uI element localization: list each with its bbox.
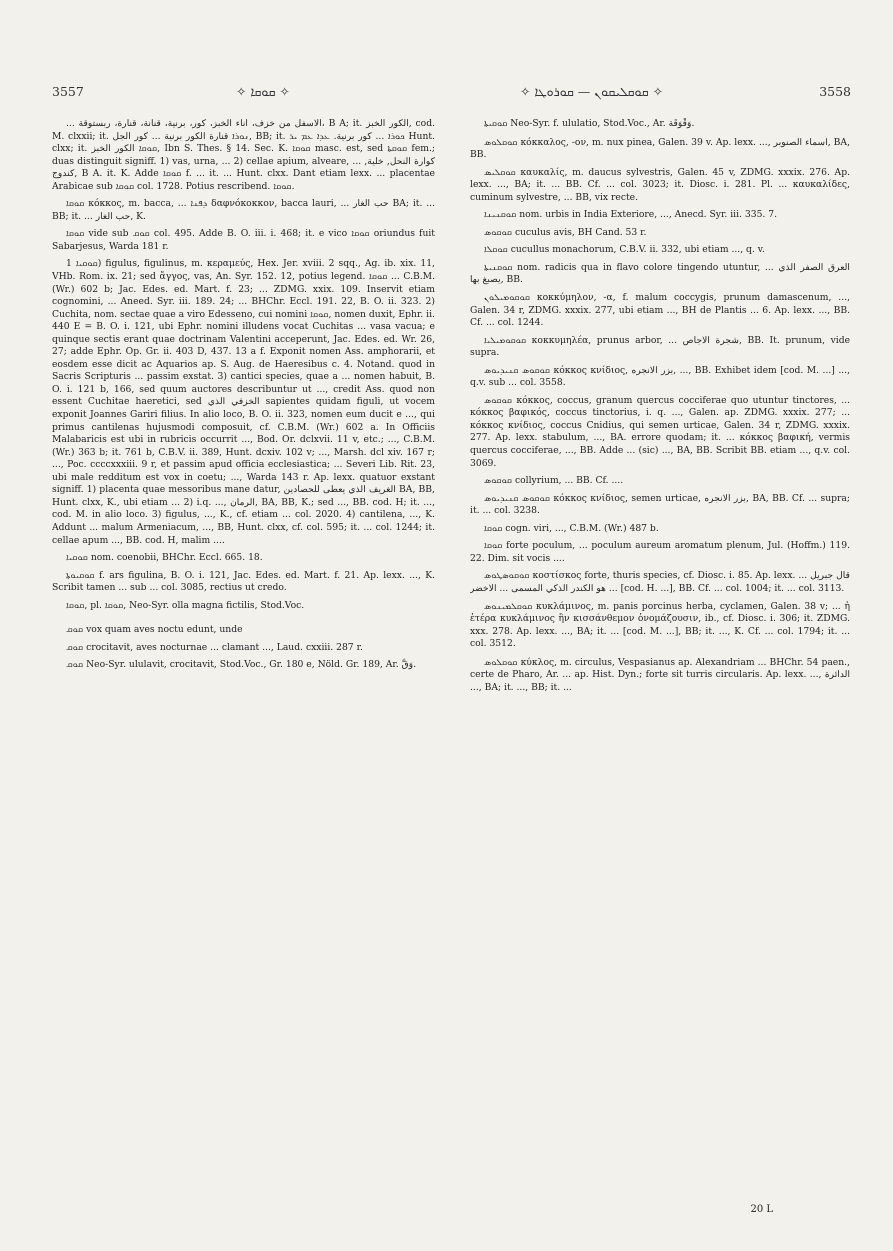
entry: ܩܘܩܝܬܐ Neo-Syr. f. ululatio, Stod.Voc., Ar. وَقْوَقَة.	[484, 118, 695, 129]
running-head-left: ✧ ܩܘܩܐ ✧	[236, 84, 290, 99]
entry: ܩܘܩܝܘܬܐ f. ars figulina, B. O. i. 121, Jac. Edes. ed. Mart. f. 21. Ap. lexx. ..., K. Scribit tamen ... sub ... col. 3085, rectius ut credo.	[52, 569, 435, 594]
entry: ܩܘܩܐ κόκκος, m. bacca, ... ܕܦܢܐ δαφνόκοκκον, bacca lauri, ... حب الغار BA; it. ... BB; it. ... حب الغار, K.	[52, 198, 435, 222]
entry: ܩܘܩܘܡܝܠܝܐ κοκκυμηλέα, prunus arbor, ... شجرة الاجاص, BB. It. prunum, vide supra.	[470, 334, 850, 359]
entry: ܩܘܩܠܡܝܢܘܣ κυκλάμινος, m. panis porcinus herba, cyclamen, Galen. 38 v; ... ἡ ἑτέρα κυκλάμινος ἣν κισσάνθεμον ὀνομάζουσιν, ib., cf. Diosc. i. 306; it. ZDMG. xxx. 278. Ap. lexx. ..., BA; it. ... [cod. M. ...], BB; it. ..., K. Cf. ... col. 1794; it. ... col. 3512.	[470, 600, 850, 650]
entry: ܩܘܩܠܐ cucullus monachorum, C.B.V. ii. 332, ubi etiam ..., q. v.	[484, 244, 765, 256]
entry: ܩܘܩܐ cogn. viri, ..., C.B.M. (Wr.) 487 b.	[484, 522, 659, 534]
entry: ܩܘܩܝܐ nom. coenobii, BHChr. Eccl. 665. 18.	[66, 552, 263, 564]
entry: ܩܘܩܢܝܬܐ nom. radicis qua in flavo colore tingendo utuntur, ... العرق الصفر الذي يصبغ بها, BB.	[470, 261, 850, 286]
left-column	[52, 118, 435, 1191]
entry: ܩܘܩܘܣ cuculus avis, BH Cand. 53 r.	[484, 226, 647, 238]
page-number-right: 3558	[819, 84, 851, 99]
entry: ܩܘܩ vox quam aves noctu edunt, unde	[66, 624, 243, 636]
entry: ܩܘܩܠܘܣ κύκλος, m. circulus, Vespasianus ap. Alexandriam ... BHChr. 54 paen., certe de Pharo, Ar. ... ap. Hist. Dyn.; forte sit turris circularis. Ap. lexx. ..., الدائرة ..., BA; it. ..., BB; it. ...	[470, 656, 850, 693]
entry: ܩܘܩܘܣ ܩܢܝܕܝܘܣ κόκκος κνίδιος, بزر الانجره, ..., BB. Exhibet idem [cod. M. ...] ..., q.v. sub ... col. 3558.	[470, 364, 850, 389]
entry: ܩܘܩܘܣ collyrium, ... BB. Cf. ....	[484, 475, 624, 487]
running-head-right: ✧ ܩܘܩܠܝܩܘܢ — ܩܘܪܘܛܐ ✧	[520, 84, 664, 99]
entry: ... الاسفل من خزف، اناء الخبز، كور، برنية، قنانة، قنارة، ربستوقة، B A; it. الكور الخبز, cod. M. clxxii; it. ܢܘܪܐ قنارة الكور برنية ... كور الجل, BB; it. ܟܘܪܐ ... كور برنية. ܥܕܐ ܥܡ ܝܪ Hunt. clxx; it. ܩܘܩܐ الكور الخبز, Ibn S. Thes. § 14. Sec. K. ܩܘܩܐ masc. est, sed ܩܘܩܬܐ fem.; duas distinguit signiff. 1) vas, urna, ... 2) cellae apium, alveare, ... كوارة النحل, خلية, كندوج, B A. it. K. Adde ܩܘܩܐ f. ... it. ... Hunt. clxx. Dant etiam lexx. ... placentae Arabicae sub ܩܘܩܐ col. 1728. Potius rescribend. ܩܘܩܐ.	[52, 118, 435, 192]
entry: ܩܘܩܢܝܢܐ nom. urbis in India Exteriore, ..., Anecd. Syr. iii. 335. 7.	[484, 209, 778, 221]
signature-mark: 20 L	[750, 1204, 773, 1215]
entry: ܩܘܩܘܣ κόκκος, coccus, granum quercus cocciferae quo utuntur tinctores, ... κόκκος βαφικός, coccus tinctorius, i. q. ..., Galen. ap. ZDMG. xxxix. 277; ... κόκκος κνίδιος, coccus Cnidius, qui semen urticae, Galen. 34 r, ZDMG. xxxix. 277. Ap. lexx. stabulum, ..., BA. errore quodam; it. ... κόκκος βαφική, vermis quercus cocciferae, ..., BB. Adde ... (sic) ..., BA, BB. Scribit BB. etiam ..., q.v. col. 3069.	[470, 394, 850, 469]
entry: ܩܘܩܝܐ 1) figulus, figulinus, m. κεραμεύς, Hex. Jer. xviii. 2 sqq., Ag. ib. xix. 11, VHb. Rom. ix. 21; sed ἄγγος, vas, An. Syr. 152. 12, potius legend. ܩܘܩܐ ... C.B.M. (Wr.) 602 b; Jac. Edes. ed. Mart. f. 23; ... ZDMG. xxix. 109. Inservit etiam cognomini, ... Aneed. Syr. iii. 189. 24; ... BHChr. Eccl. 191. 22, B. O. ii. 323. 2) Cuchita, nom. sectae quae a viro Edesseno, cui nomini ܩܘܩܐ, nomen duxit, Ephr. ii. 440 E = B. O. i. 121, ubi Ephr. nomini illudens vocat Cuchitas ... vasa vacua; e quinque sectis erant quae doctrinam Valentini acceperunt, Jac. Edes. ed. Wr. 26, 27; adde Ephr. Op. Gr. ii. 403 D, 437. 13 a f. Exponit nomen Ass. amphorarii, et eosdem esse dicit ac Aquarios ap. S. Aug. de Haeresibus c. 4. Notand. quod in Sacris Scripturis ... passim exstat. 3) cantici species, quae a ... nomen habuit, B. O. i. 121 b, 166, sed quum auctores describuntur ut ..., credit Ass. quod non essent Cuchitae haeretici, sed الخزفي الذي sapientes quidam figuli, ut vocem exponit Joannes Gariri filius. In alio loco, B. O. ii. 323, nomen eum ducit e ..., qui primus cantilenas hujusmodi composuit, cf. C.B.M. (Wr.) 602 a. In Officiis Malabaricis est ubi in rubricis occurrit ..., Bod. Or. dclxvii. 11 v, etc.; ..., C.B.M. (Wr.) 363 b; it. 761 b, C.B.V. ii. 389, Hunt. dcxiv. 102 v; ..., Marsh. dcl xiv. 167 r; ..., Poc. ccccxxxiii. 9 r, et passim apud officia ecclesiastica; ... Severi Lib. Rit. 23, ubi male redditum est vox in coetu; ..., Warda 143 r. Ap. lexx. quatuor exstant signiff. 1) placenta quae messoribus mane datur, الغريف الذي يعطى للحصادين BA, BB, Hunt. clxx, K., ubi etiam ... 2) i.q. ..., الرمان, BA, BB, K.; sed ..., BB. cod. H; it. ..., cod. M. in alio loco. 3) figulus, ..., K., cf. etiam ... col. 2020. 4) cantilena, ..., K. Addunt ... malum Armeniacum, ..., BB, Hunt. clxx, cf. col. 595; it. ... col. 1244; it. cellae apum ..., BB. cod. H, malim ....	[52, 258, 435, 546]
entry: ܩܘܩܠܘܣ κόκκαλος, -ον, m. nux pinea, Galen. 39 v. Ap. lexx. ..., اسماء الصنوبر, BA, BB.	[470, 136, 850, 161]
right-column	[470, 118, 850, 1191]
entry: ܩܘܩܘܣܛܘܣ κοστίσκος forte, thuris species, cf. Diosc. i. 85. Ap. lexx. ... قال جبريل هو الكندر الذكي المسمى ... الاخضر ... [cod. H. ...], BB. Cf. ... col. 1004; it. ... col. 3113.	[470, 570, 850, 594]
entry: ܩܘܩܘܡܝܠܘܢ κοκκύμηλον, -α, f. malum coccygis, prunum damascenum, ..., Galen. 34 r, ZDMG. xxxix. 277, ubi etiam ..., BH de Plantis ... 6. Ap. lexx. ..., BB. Cf. ... col. 1244.	[470, 292, 850, 329]
entry: ܩܘܩܘܣ ܩܢܝܕܝܘܣ κόκκος κνίδιος, semen urticae, بزر الانجره, BA, BB. Cf. ... supra; it. ... col. 3238.	[470, 492, 850, 517]
entry: ܩܘܩܠܝܣ καυκαλίς, m. daucus sylvestris, Galen. 45 v, ZDMG. xxxix. 276. Ap. lexx. ..., BA; it. ... BB. Cf. ... col. 3023; it. Diosc. i. 281. Pl. ... καυκαλίδες, cuminum sylvestre, ... BB, vix recte.	[470, 166, 850, 203]
entry: ܩܘܩ Neo-Syr. ululavit, crocitavit, Stod.Voc., Gr. 180 e, Nöld. Gr. 189, Ar. وَقَّ.	[66, 659, 417, 671]
entry: ܩܘܩܐ forte poculum, ... poculum aureum aromatum plenum, Jul. (Hoffm.) 119. 22. Dim. sit vocis ....	[470, 540, 850, 564]
entry: ܩܘܩ crocitavit, aves nocturnae ... clamant ..., Laud. cxxiii. 287 r.	[66, 641, 363, 653]
page-number-left: 3557	[52, 84, 84, 99]
entry: ܩܘܩܐ, pl. ܩܘܩܐ, Neo-Syr. olla magna fictilis, Stod.Voc.	[66, 599, 305, 611]
entry: ܩܘܩܐ vide sub ܩܘܩ col. 495. Adde B. O. iii. i. 468; it. e vico ܩܘܩܐ oriundus fuit Sabarjesus, Warda 181 r.	[52, 228, 435, 252]
